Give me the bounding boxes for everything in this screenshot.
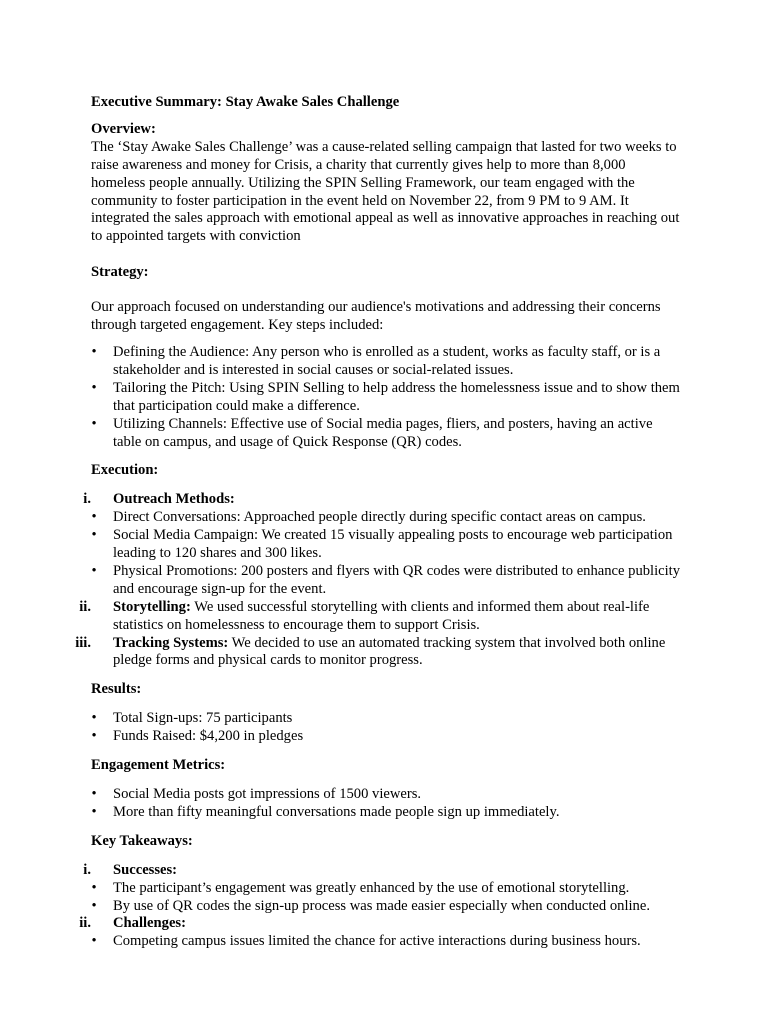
list-item (83, 861, 681, 916)
engagement-heading: Engagement Metrics: (91, 757, 226, 774)
bullet-icon: • (91, 509, 97, 526)
bullet-icon: • (91, 933, 97, 950)
list-item-text: Funds Raised: $4,200 in pledges (113, 728, 304, 745)
bullet-icon: • (91, 897, 97, 914)
strategy-list (91, 344, 681, 451)
bullet-icon: • (91, 562, 97, 579)
list-item (91, 344, 681, 380)
execution-list (75, 491, 681, 670)
list-item (91, 786, 681, 804)
list-item (91, 710, 681, 728)
document-title: Executive Summary: Stay Awake Sales Challenge (91, 94, 400, 110)
list-item-text: The participant’s engagement was greatly enhanced by the use of emotional storytelling. (113, 879, 630, 896)
list-item-text: Tailoring the Pitch: Using SPIN Selling to help address the homelessness issue and to show them that participation could make a difference. (113, 379, 680, 414)
successes-list (91, 880, 681, 916)
execution-section (75, 462, 681, 670)
list-item (83, 491, 681, 598)
bullet-icon: • (91, 527, 97, 544)
list-number: i. (83, 861, 91, 878)
takeaways-heading: Key Takeaways: (91, 832, 193, 849)
list-item (79, 915, 681, 951)
list-item-text: More than fifty meaningful conversations made people sign up immediately. (113, 803, 560, 820)
bullet-icon: • (91, 379, 97, 396)
list-number: i. (83, 491, 91, 508)
list-number: iii. (75, 634, 91, 651)
list-item-label: Challenges: (113, 915, 186, 932)
list-item-text: Total Sign-ups: 75 participants (113, 710, 293, 727)
list-item-text: Defining the Audience: Any person who is enrolled as a student, works as faculty staff, or is a stakeholder and is interested in social causes or social-related issues. (113, 343, 661, 378)
results-list (91, 710, 681, 746)
overview-text: The ‘Stay Awake Sales Challenge’ was a cause-related selling campaign that lasted for two weeks to raise awareness and money for Crisis, a charity that currently gives help to more than 8,000 homeless people annually. Utilizing the SPIN Selling Framework, our team engaged with the community to foster participation in the event held on November 22, from 9 PM to 9 AM. It integrated the sales approach with emotional appeal as well as innovative approaches in reaching out to appointed targets with conviction (91, 138, 680, 245)
takeaways-section (79, 832, 681, 951)
challenges-list (91, 933, 681, 951)
list-item-text: By use of QR codes the sign-up process was made easier especially when conducted online. (113, 897, 650, 914)
bullet-icon: • (91, 728, 97, 745)
list-item-text: Utilizing Channels: Effective use of Social media pages, fliers, and posters, having an active table on campus, and usage of Quick Response (QR) codes. (113, 415, 653, 450)
list-item (91, 880, 681, 898)
execution-heading: Execution: (91, 462, 159, 479)
outreach-list (91, 509, 681, 599)
takeaways-list (79, 861, 681, 952)
bullet-icon: • (91, 879, 97, 896)
list-item (75, 634, 681, 671)
overview-heading: Overview: (91, 120, 156, 137)
list-item-text: Physical Promotions: 200 posters and flyers with QR codes were distributed to enhance publicity and encourage sign-up for the event. (113, 562, 681, 597)
list-item-text: Competing campus issues limited the chance for active interactions during business hours. (113, 933, 641, 950)
list-number: ii. (79, 915, 91, 932)
overview-section (91, 121, 681, 246)
list-item (91, 728, 681, 746)
document-page (75, 94, 681, 960)
list-item (91, 933, 681, 951)
list-item-text: Social Media posts got impressions of 1500 viewers. (113, 786, 422, 802)
engagement-list (91, 786, 681, 822)
list-item-text: We decided to use an automated tracking system that involved both online pledge forms and physical cards to monitor progress. (113, 634, 666, 669)
list-item-text: We used successful storytelling with clients and informed them about real-life statistics on homelessness to encourage them to support Crisis. (113, 598, 650, 633)
results-heading: Results: (91, 681, 142, 698)
list-item (91, 804, 681, 822)
bullet-icon: • (91, 786, 97, 802)
strategy-heading: Strategy: (91, 264, 149, 281)
results-section (91, 681, 681, 746)
list-item (91, 416, 681, 452)
list-item-label: Successes: (113, 861, 178, 878)
bullet-icon: • (91, 343, 97, 360)
list-item (91, 527, 681, 563)
list-item-text: Direct Conversations: Approached people directly during specific contact areas on campus. (113, 509, 646, 526)
list-number: ii. (79, 598, 91, 615)
list-item-label: Outreach Methods: (113, 491, 235, 508)
list-item-label: Tracking Systems: (113, 634, 229, 651)
list-item (91, 563, 681, 599)
bullet-icon: • (91, 415, 97, 432)
strategy-section (91, 264, 681, 451)
strategy-intro: Our approach focused on understanding our audience's motivations and addressing their concerns through targeted engagement. Key steps included: (91, 299, 661, 334)
list-item (79, 598, 681, 635)
list-item (91, 898, 681, 916)
engagement-section (91, 757, 681, 822)
list-item-text: Social Media Campaign: We created 15 visually appealing posts to encourage web participation leading to 120 shares and 300 likes. (113, 527, 673, 562)
bullet-icon: • (91, 803, 97, 820)
list-item (91, 509, 681, 527)
list-item (91, 380, 681, 416)
bullet-icon: • (91, 710, 97, 727)
list-item-label: Storytelling: (113, 598, 191, 615)
